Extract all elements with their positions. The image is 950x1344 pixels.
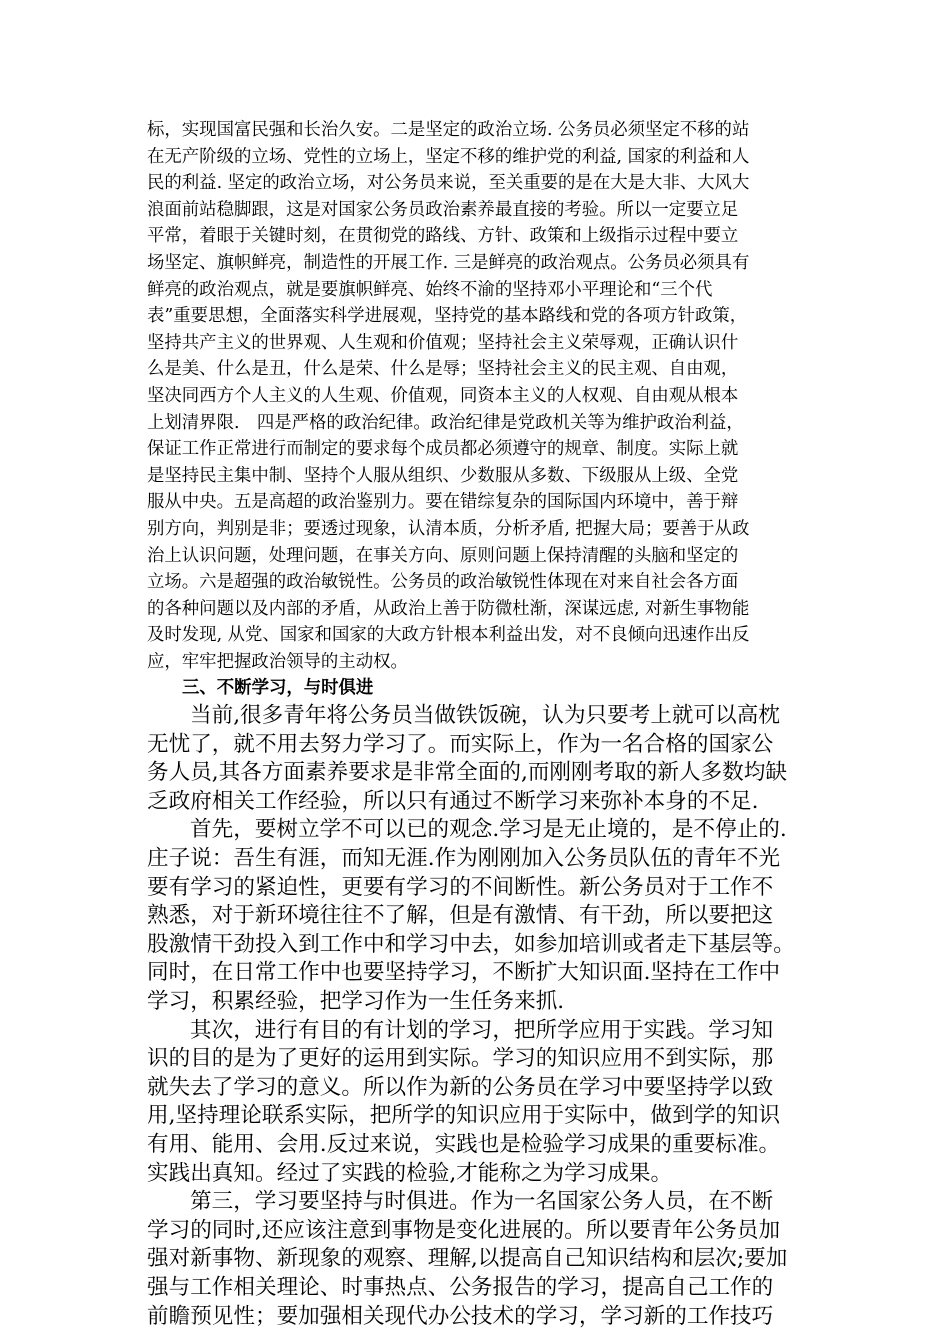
- text-line: 强与工作相关理论、时事热点、公务报告的学习，提高自己工作的: [147, 1274, 774, 1300]
- text-line: 民的利益. 坚定的政治立场，对公务员来说，至关重要的是在大是大非、大风大: [147, 173, 750, 194]
- text-line: 前瞻预见性；要加强相关现代办公技术的学习，学习新的工作技巧: [147, 1303, 774, 1329]
- text-line: 强对新事物、新现象的观察、理解,以提高自己知识结构和层次;要加: [147, 1246, 788, 1272]
- text-line: 保证工作正常进行而制定的要求每个成员都必须遵守的规章、制度。实际上就: [147, 439, 739, 460]
- text-line: 应，牢牢把握政治领导的主动权。: [147, 651, 408, 672]
- text-line: 就失去了学习的意义。所以作为新的公务员在学习中要坚持学以致: [147, 1074, 774, 1100]
- text-line: 首先，要树立学不可以已的观念.学习是无止境的，是不停止的.: [190, 817, 787, 843]
- text-line: 是坚持民主集中制、坚持个人服从组织、少数服从多数、下级服从上级、全党: [147, 465, 739, 486]
- text-line: 识的目的是为了更好的运用到实际。学习的知识应用不到实际，那: [147, 1046, 774, 1072]
- text-line: 么是美、什么是丑，什么是荣、什么是辱；坚持社会主义的民主观、自由观，: [147, 359, 739, 380]
- text-line: 熟悉，对于新环境往往不了解，但是有激情、有干劲，所以要把这: [147, 903, 774, 929]
- text-line: 无忧了，就不用去努力学习了。而实际上，作为一名合格的国家公: [147, 731, 774, 757]
- text-line: 同时，在日常工作中也要坚持学习，不断扩大知识面.坚持在工作中: [147, 960, 781, 986]
- section-two-tail-paragraph: [147, 117, 807, 675]
- text-line: 要有学习的紧迫性，更要有学习的不间断性。新公务员对于工作不: [147, 874, 774, 900]
- text-line: 上划清界限. 四是严格的政治纪律。政治纪律是党政机关等为维护政治利益，: [147, 412, 744, 433]
- text-line: 服从中央。五是高超的政治鉴别力。要在错综复杂的国际国内环境中，善于辩: [147, 492, 739, 513]
- text-line: 其次，进行有目的有计划的学习，把所学应用于实践。学习知: [190, 1017, 774, 1043]
- text-line: 及时发现, 从党、国家和国家的大政方针根本利益出发，对不良倾向迅速作出反: [147, 625, 750, 646]
- text-line: 当前,很多青年将公务员当做铁饭碗，认为只要考上就可以高枕: [190, 703, 780, 729]
- text-line: 的各种问题以及内部的矛盾，从政治上善于防微杜渐，深谋远虑, 对新生事物能: [147, 598, 750, 619]
- text-line: 场坚定、旗帜鲜亮，制造性的开展工作. 三是鲜亮的政治观点。公务员必须具有: [147, 252, 750, 273]
- section-three-heading: 三、不断学习，与时俱进: [182, 678, 374, 699]
- text-line: 平常，着眼于关键时刻，在贯彻党的路线、方针、政策和上级指示过程中要立: [147, 226, 739, 247]
- text-line: 治上认识问题，处理问题，在事关方向、原则问题上保持清醒的头脑和坚定的: [147, 545, 739, 566]
- text-line: 用,坚持理论联系实际，把所学的知识应用于实际中，做到学的知识: [147, 1103, 781, 1129]
- document-page: [147, 117, 807, 1331]
- text-line: 学习的同时,还应该注意到事物是变化进展的。所以要青年公务员加: [147, 1217, 781, 1243]
- text-line: 有用、能用、会用.反过来说，实践也是检验学习成果的重要标准。: [147, 1131, 781, 1157]
- section-three-paragraph-intro: [147, 702, 807, 816]
- text-line: 务人员,其各方面素养要求是非常全面的,而刚刚考取的新人多数均缺: [147, 760, 787, 786]
- text-line: 标，实现国富民强和长治久安。二是坚定的政治立场. 公务员必须坚定不移的站: [147, 120, 750, 140]
- text-line: 在无产阶级的立场、党性的立场上，坚定不移的维护党的利益, 国家的利益和人: [147, 146, 750, 167]
- text-line: 第三，学习要坚持与时俱进。作为一名国家公务人员，在不断: [190, 1189, 774, 1215]
- text-line: 立场。六是超强的政治敏锐性。公务员的政治敏锐性体现在对来自社会各方面: [147, 572, 739, 593]
- text-line: 别方向，判别是非；要透过现象，认清本质，分析矛盾, 把握大局；要善于从政: [147, 518, 750, 539]
- text-line: 实践出真知。经过了实践的检验,才能称之为学习成果。: [147, 1160, 673, 1186]
- text-line: 鲜亮的政治观点，就是要旗帜鲜亮、始终不渝的坚持邓小平理论和“三个代: [147, 279, 713, 300]
- section-three-paragraph-first: [147, 816, 807, 1016]
- text-line: 乏政府相关工作经验，所以只有通过不断学习来弥补本身的不足.: [147, 788, 759, 814]
- text-line: 庄子说：吾生有涯，而知无涯.作为刚刚加入公务员队伍的青年不光: [147, 846, 781, 872]
- section-three-paragraph-second: [147, 1017, 807, 1189]
- text-line: 浪面前站稳脚跟，这是对国家公务员政治素养最直接的考验。所以一定要立足: [147, 199, 739, 220]
- section-three-paragraph-third: [147, 1188, 807, 1331]
- text-line: 坚持共产主义的世界观、人生观和价值观；坚持社会主义荣辱观，正确认识什: [147, 332, 739, 353]
- text-line: 表”重要思想，全面落实科学进展观，坚持党的基本路线和党的各项方针政策，: [147, 306, 748, 327]
- text-line: 股激情干劲投入到工作中和学习中去，如参加培训或者走下基层等。: [147, 931, 795, 957]
- text-line: 坚决同西方个人主义的人生观、价值观，同资本主义的人权观、自由观从根本: [147, 385, 739, 406]
- text-line: 学习，积累经验，把学习作为一生任务来抓.: [147, 989, 565, 1014]
